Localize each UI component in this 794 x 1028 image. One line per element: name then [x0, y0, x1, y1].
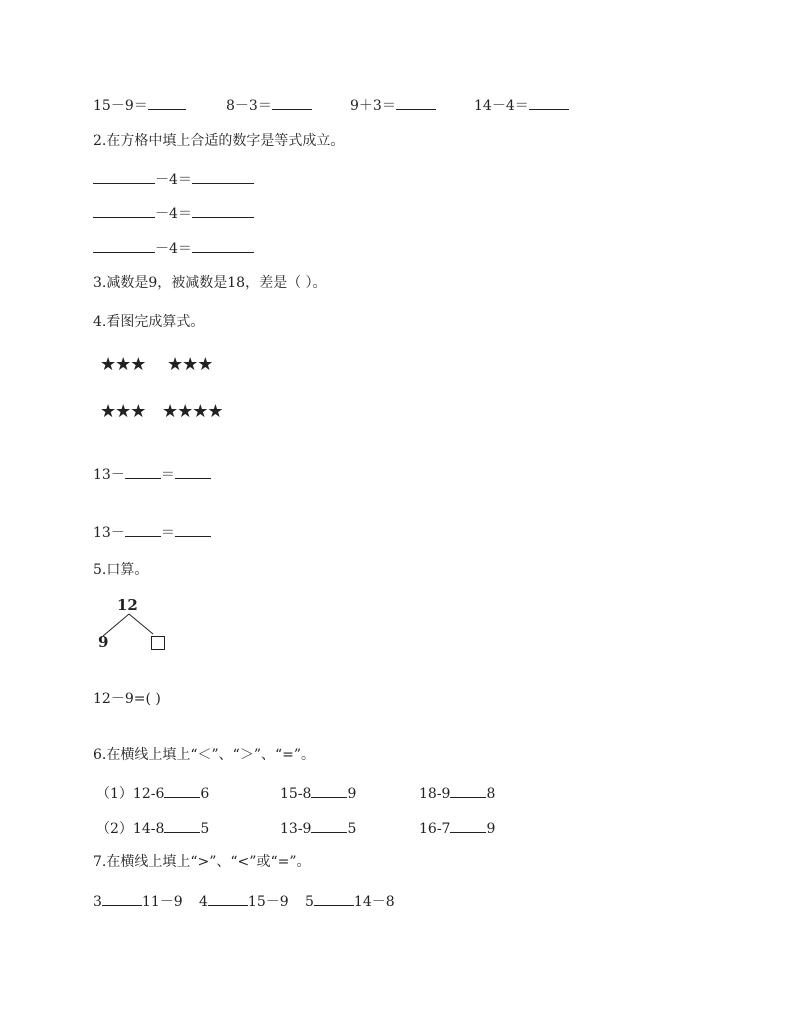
expr: 18-9: [419, 786, 451, 802]
answer-blank[interactable]: [192, 169, 254, 184]
row-prefix: （2）: [96, 821, 133, 837]
q1-expr-4: 14－4＝: [474, 98, 529, 114]
answer-blank[interactable]: [192, 238, 254, 253]
tree-left-number: 9: [98, 633, 109, 651]
q1-item-1: [93, 95, 186, 115]
q2-mid: －4＝: [155, 172, 192, 188]
q1-item-3: [350, 95, 436, 115]
q2-row-3: [93, 238, 254, 258]
expr: 15-8: [280, 786, 312, 802]
answer-blank[interactable]: [314, 891, 354, 906]
answer-blank[interactable]: [450, 818, 486, 833]
answer-box[interactable]: [151, 636, 165, 650]
q2-mid: －4＝: [155, 241, 192, 257]
right-expr: 15－9: [247, 894, 289, 910]
answer-blank[interactable]: [164, 818, 200, 833]
q7-item-3: [305, 891, 395, 911]
q2-row-2: [93, 203, 254, 223]
right-expr: 11－9: [141, 894, 183, 910]
q4-title: 4.看图完成算式。: [93, 314, 205, 330]
q4-eq-mid: ＝: [160, 467, 175, 483]
tree-top-number: 12: [117, 596, 138, 614]
row-prefix: （1）: [96, 786, 133, 802]
answer-blank[interactable]: [125, 464, 161, 479]
answer-blank[interactable]: [164, 783, 200, 798]
q4-eq-2: [93, 522, 211, 542]
q6-row-1-c: [419, 783, 495, 803]
left-value: 5: [305, 894, 314, 910]
star-group-1a: ★★★: [100, 354, 146, 375]
answer-blank[interactable]: [450, 783, 486, 798]
right-branch: [129, 614, 153, 634]
left-value: 3: [93, 894, 102, 910]
q2-mid: －4＝: [155, 206, 192, 222]
expr: 13-9: [280, 821, 312, 837]
expr: 14-8: [132, 821, 165, 837]
expr: 12-6: [132, 786, 165, 802]
answer-blank[interactable]: [208, 891, 248, 906]
q4-eq-start: 13－: [93, 525, 125, 541]
q3-title: 3.减数是9，被减数是18，差是（ ）。: [93, 275, 327, 291]
value: 5: [200, 821, 210, 837]
value: 9: [486, 821, 496, 837]
q4-eq-mid: ＝: [160, 525, 175, 541]
q2-title: 2.在方格中填上合适的数字是等式成立。: [93, 133, 345, 149]
answer-blank[interactable]: [311, 783, 347, 798]
value: 6: [200, 786, 210, 802]
q7-title: 7.在横线上填上“>”、“<”或“=”。: [93, 854, 311, 870]
q7-item-2: [199, 891, 289, 911]
answer-blank[interactable]: [192, 203, 254, 218]
q5-equation: 12－9=( ): [93, 691, 161, 707]
answer-blank[interactable]: [125, 522, 161, 537]
answer-blank[interactable]: [148, 95, 186, 110]
q4-eq-start: 13－: [93, 467, 125, 483]
left-value: 4: [199, 894, 208, 910]
value: 9: [347, 786, 357, 802]
q6-row-2-b: [280, 818, 356, 838]
answer-blank[interactable]: [272, 95, 312, 110]
q6-row-1-a: [96, 783, 209, 803]
answer-blank[interactable]: [93, 238, 155, 253]
q4-eq-1: [93, 464, 211, 484]
answer-blank[interactable]: [102, 891, 142, 906]
q6-row-2-a: [96, 818, 209, 838]
q6-row-2-c: [419, 818, 495, 838]
expr: 16-7: [419, 821, 451, 837]
q6-row-1-b: [280, 783, 356, 803]
q1-expr-2: 8－3＝: [226, 98, 272, 114]
answer-blank[interactable]: [93, 203, 155, 218]
answer-blank[interactable]: [93, 169, 155, 184]
q2-row-1: [93, 169, 254, 189]
star-group-2a: ★★★: [100, 401, 146, 422]
q7-item-1: [93, 891, 183, 911]
answer-blank[interactable]: [175, 464, 211, 479]
q1-item-4: [474, 95, 569, 115]
value: 5: [347, 821, 357, 837]
star-group-2b: ★★★★: [162, 401, 223, 422]
right-expr: 14－8: [353, 894, 395, 910]
answer-blank[interactable]: [529, 95, 569, 110]
q1-expr-3: 9＋3＝: [350, 98, 396, 114]
answer-blank[interactable]: [175, 522, 211, 537]
q6-title: 6.在横线上填上“＜”、“＞”、“=”。: [93, 747, 316, 763]
q5-title: 5.口算。: [93, 562, 149, 578]
q1-expr-1: 15－9＝: [93, 98, 148, 114]
answer-blank[interactable]: [311, 818, 347, 833]
value: 8: [486, 786, 496, 802]
q1-item-2: [226, 95, 312, 115]
star-group-1b: ★★★: [167, 354, 213, 375]
answer-blank[interactable]: [396, 95, 436, 110]
